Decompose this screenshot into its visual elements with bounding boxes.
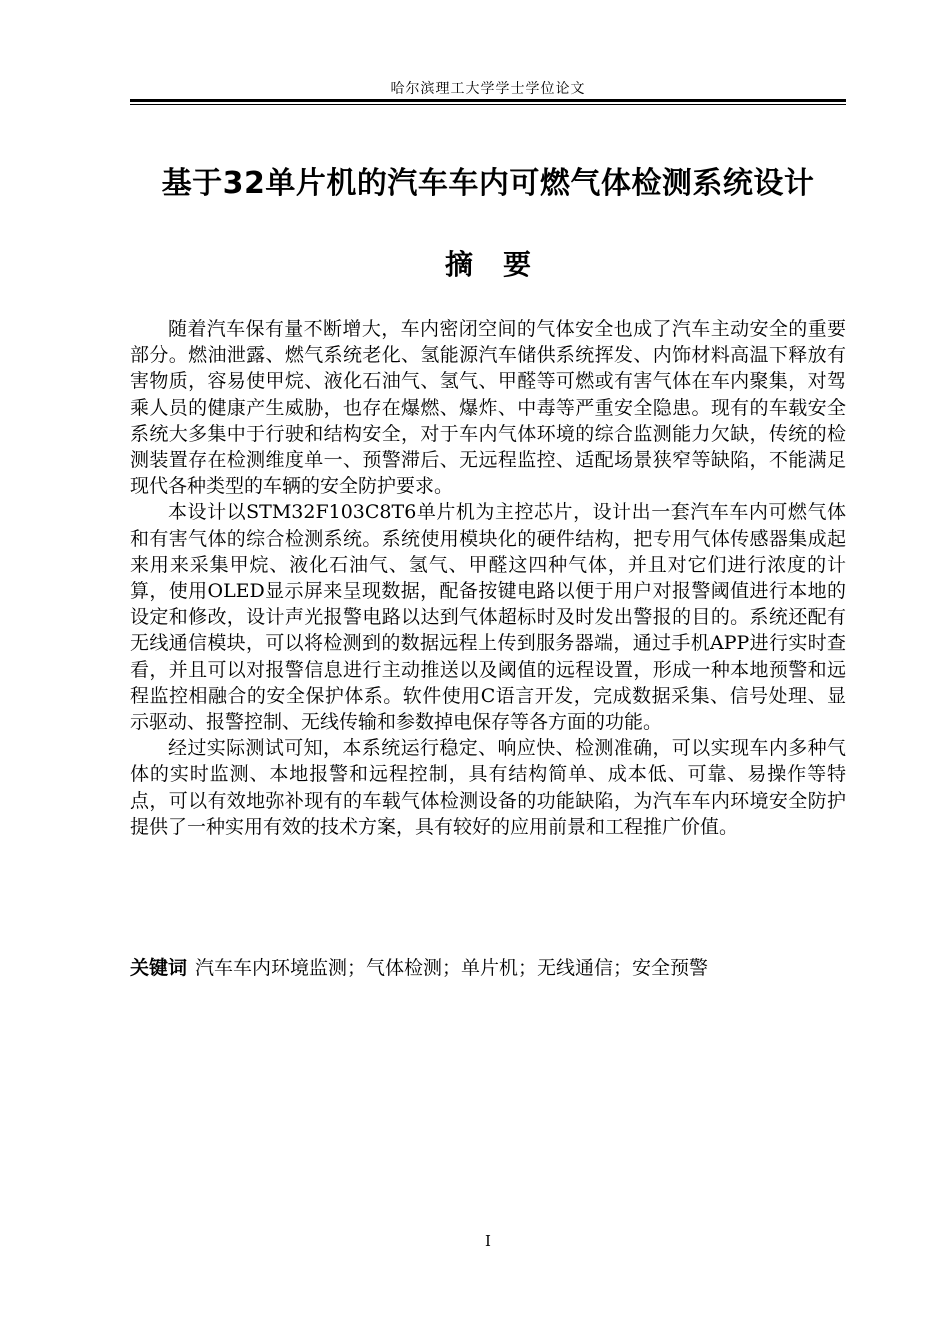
page-number: I (485, 1232, 491, 1250)
paper-title: 基于32单片机的汽车车内可燃气体检测系统设计 (161, 166, 815, 201)
running-header: 哈尔滨理工大学学士学位论文 (390, 81, 586, 97)
header-rule-thin (130, 104, 846, 105)
abstract-paragraph-3: 经过实际测试可知，本系统运行稳定、响应快、检测准确，可以实现车内多种气体的实时监测、本地报警和远程控制，具有结构简单、成本低、可靠、易操作等特点，可以有效地弥补现有的车载气体检测设备的功能缺陷，为汽车车内环境安全防护提供了一种实用有效的技术方案，具有较好的应用前景和工程推广价值。 (130, 737, 846, 838)
header-rule-thick (130, 99, 846, 102)
keywords-line (130, 955, 846, 981)
abstract-heading: 摘要 (444, 248, 561, 281)
keywords-label: 关键词 (130, 957, 188, 979)
keywords-text: 汽车车内环境监测；气体检测；单片机；无线通信；安全预警 (195, 957, 709, 979)
abstract-paragraph-1: 随着汽车保有量不断增大，车内密闭空间的气体安全也成了汽车主动安全的重要部分。燃油泄露、燃气系统老化、氢能源汽车储供系统挥发、内饰材料高温下释放有害物质，容易使甲烷、液化石油气、氢气、甲醛等可燃或有害气体在车内聚集，对驾乘人员的健康产生威胁，也存在爆燃、爆炸、中毒等严重安全隐患。现有的车载安全系统大多集中于行驶和结构安全，对于车内气体环境的综合监测能力欠缺，传统的检测装置存在检测维度单一、预警滞后、无远程监控、适配场景狭窄等缺陷，不能满足现代各种类型的车辆的安全防护要求。 (130, 318, 846, 498)
abstract-body (130, 316, 846, 840)
abstract-paragraph-2: 本设计以STM32F103C8T6单片机为主控芯片，设计出一套汽车车内可燃气体和有害气体的综合检测系统。系统使用模块化的硬件结构，把专用气体传感器集成起来用来采集甲烷、液化石油气、氢气、甲醛这四种气体，并且对它们进行浓度的计算，使用OLED显示屏来呈现数据，配备按键电路以便于用户对报警阈值进行本地的设定和修改，设计声光报警电路以达到气体超标时及时发出警报的目的。系统还配有无线通信模块，可以将检测到的数据远程上传到服务器端，通过手机APP进行实时查看，并且可以对报警信息进行主动推送以及阈值的远程设置，形成一种本地预警和远程监控相融合的安全保护体系。软件使用C语言开发，完成数据采集、信号处理、显示驱动、报警控制、无线传输和参数掉电保存等各方面的功能。 (130, 501, 846, 734)
